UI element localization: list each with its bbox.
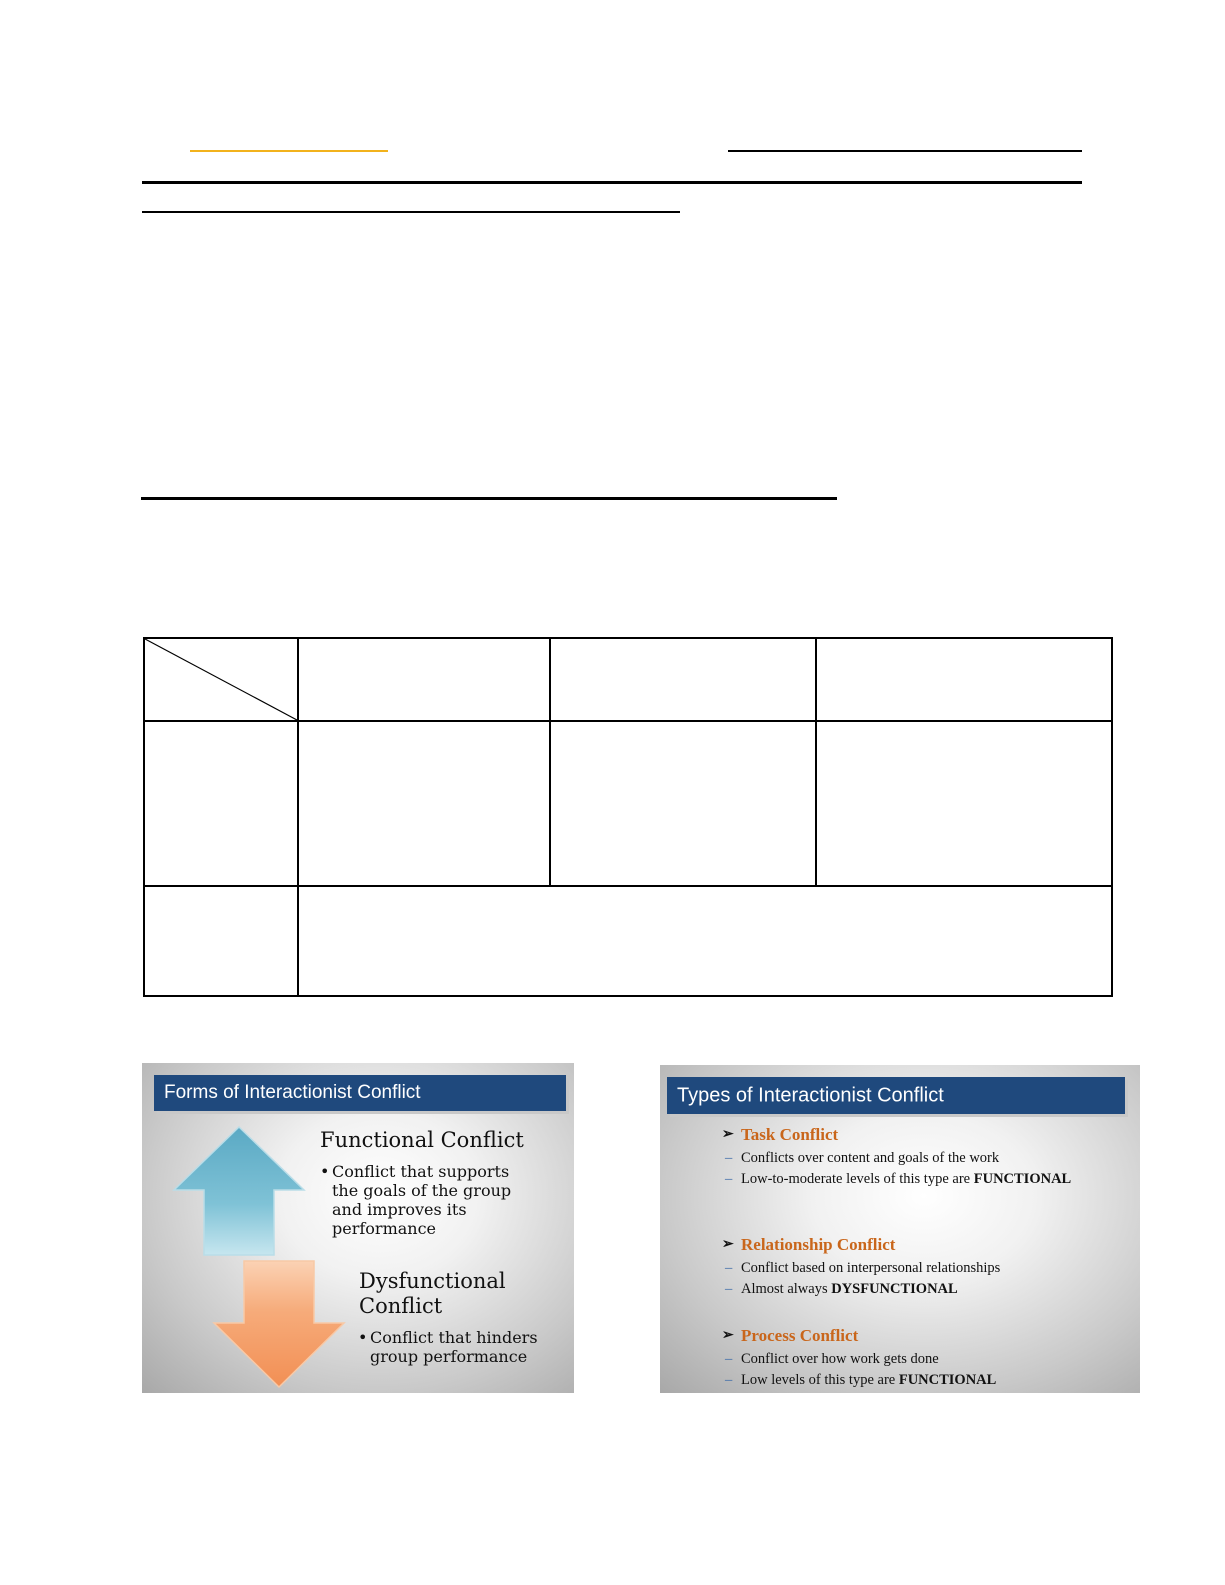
bullet-line: group performance	[370, 1347, 528, 1366]
table-cell	[550, 638, 816, 721]
dash-bullet-icon: –	[725, 1171, 733, 1187]
table-cell	[816, 638, 1112, 721]
blank-line-highlighted	[190, 150, 388, 152]
table-header-row	[144, 638, 1112, 721]
arrow-bullet-icon: ➢	[722, 1237, 734, 1252]
conflict-type-point: – Low-to-moderate levels of this type are FUNCTIONAL	[725, 1171, 1072, 1187]
conflict-type-point: – Conflicts over content and goals of the work	[725, 1150, 1000, 1166]
table-cell	[144, 721, 298, 886]
up-arrow-icon	[172, 1125, 306, 1257]
conflict-type	[722, 1125, 1131, 1189]
arrow-bullet-icon: ➢	[722, 1127, 734, 1142]
table-cell	[298, 721, 550, 886]
down-arrow-icon	[212, 1259, 346, 1389]
bullet-icon: •	[358, 1328, 368, 1347]
dysfunctional-heading: Dysfunctional Conflict	[359, 1269, 506, 1318]
conflict-type-name: ➢ Process Conflict	[722, 1326, 859, 1345]
slide-title-bar	[154, 1075, 566, 1111]
bullet-line: performance	[332, 1219, 437, 1238]
table-row	[144, 721, 1112, 886]
slide-title-bar	[667, 1077, 1125, 1114]
bullet-line: and improves its	[332, 1200, 467, 1219]
slide-forms-of-conflict	[142, 1063, 574, 1393]
conflict-type-point: – Conflict based on interpersonal relationships	[725, 1260, 1001, 1276]
conflict-type-name: ➢ Task Conflict	[722, 1125, 839, 1144]
bullet-line: Conflict that supports	[332, 1162, 510, 1181]
worksheet-table	[143, 637, 1113, 997]
bullet-line: Conflict that hinders	[370, 1328, 538, 1347]
table-corner-cell	[144, 638, 298, 721]
dash-bullet-icon: –	[725, 1372, 733, 1388]
table-cell	[144, 886, 298, 996]
diagonal-divider	[145, 639, 297, 720]
blank-line	[728, 150, 1082, 152]
conflict-type-name: ➢ Relationship Conflict	[722, 1235, 896, 1254]
arrow-bullet-icon: ➢	[722, 1328, 734, 1343]
table-row	[144, 886, 1112, 996]
conflict-type-point: – Low levels of this type are FUNCTIONAL	[725, 1372, 997, 1388]
emphasis-text: FUNCTIONAL	[973, 1171, 1072, 1187]
dash-bullet-icon: –	[725, 1351, 733, 1367]
table-cell	[298, 638, 550, 721]
blank-line	[142, 211, 680, 213]
dash-bullet-icon: –	[725, 1281, 733, 1297]
table-cell	[816, 721, 1112, 886]
slide-types-of-conflict	[660, 1065, 1140, 1393]
dash-bullet-icon: –	[725, 1260, 733, 1276]
dash-bullet-icon: –	[725, 1150, 733, 1166]
dysfunctional-bullet	[358, 1328, 538, 1366]
bullet-icon: •	[320, 1162, 330, 1181]
conflict-type	[722, 1326, 1131, 1390]
emphasis-text: DYSFUNCTIONAL	[831, 1281, 958, 1297]
blank-line	[141, 497, 837, 500]
conflict-type	[722, 1235, 1131, 1299]
table-cell-merged	[298, 886, 1112, 996]
functional-bullet	[320, 1162, 512, 1238]
functional-heading: Functional Conflict	[320, 1128, 524, 1152]
conflict-type-point: – Almost always DYSFUNCTIONAL	[725, 1281, 958, 1297]
table-cell	[550, 721, 816, 886]
blank-line	[142, 181, 1082, 184]
slide-title: Types of Interactionist Conflict	[677, 1084, 944, 1106]
bullet-line: the goals of the group	[332, 1181, 512, 1200]
emphasis-text: FUNCTIONAL	[898, 1372, 997, 1388]
slide-title: Forms of Interactionist Conflict	[164, 1082, 421, 1103]
conflict-type-point: – Conflict over how work gets done	[725, 1351, 939, 1367]
